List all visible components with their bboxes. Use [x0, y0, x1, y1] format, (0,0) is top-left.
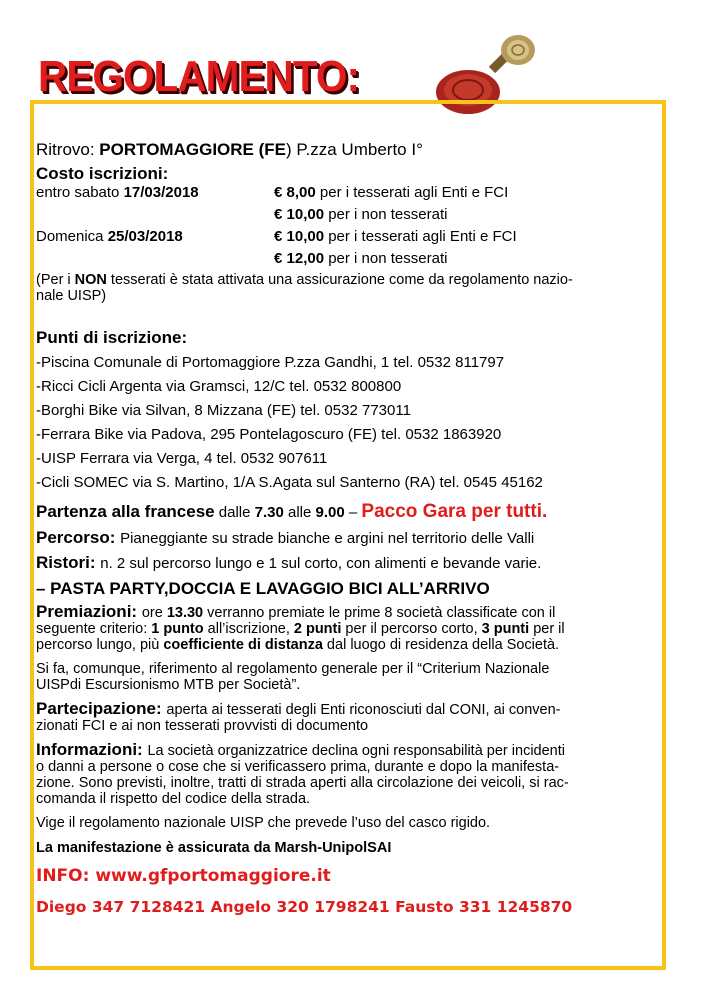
list-item: -Ricci Cicli Argenta via Gramsci, 12/C tel. 0532 800800: [36, 378, 402, 395]
contact-phones: Diego 347 7128421 Angelo 320 1798241 Fausto 331 1245870: [36, 898, 573, 916]
price-desc: per i tesserati agli Enti e FCI: [324, 228, 517, 245]
list-item: -Borghi Bike via Silvan, 8 Mizzana (FE) tel. 0532 773011: [36, 402, 411, 419]
list-item: -Cicli SOMEC via S. Martino, 1/A S.Agata sul Santerno (RA) tel. 0545 45162: [36, 474, 543, 491]
premiazioni-text: per il percorso corto,: [341, 621, 482, 637]
percorso-label: Percorso:: [36, 528, 121, 547]
regulation-body: [36, 138, 662, 916]
ritrovo-label: Ritrovo:: [36, 140, 100, 159]
partenza-text: dalle: [214, 504, 255, 521]
ritrovo-place: PORTOMAGGIORE (FE: [99, 140, 286, 159]
partecipazione-text: aperta ai tesserati degli Enti riconosciuti dal CONI, ai conven-: [166, 702, 561, 718]
premiazioni-bold: 2 punti: [293, 621, 342, 637]
price-value: € 12,00: [274, 250, 325, 267]
informazioni-block: [36, 742, 662, 807]
partenza-time: 9.00: [315, 504, 345, 521]
list-item: -Ferrara Bike via Padova, 295 Pontelagoscuro (FE) tel. 0532 1863920: [36, 426, 502, 443]
costo-heading: Costo iscrizioni:: [36, 164, 169, 183]
riferimento-block: [36, 661, 662, 693]
price-row: [36, 206, 662, 228]
premiazioni-text: dal luogo di residenza della Società.: [322, 637, 560, 653]
premiazioni-text: verranno premiate le prime 8 società classificate con il: [203, 605, 556, 621]
partecipazione-block: [36, 701, 662, 734]
premiazioni-text: percorso lungo, più: [36, 637, 164, 653]
premiazioni-text: seguente criterio:: [36, 621, 152, 637]
list-item: -UISP Ferrara via Verga, 4 tel. 0532 907611: [36, 450, 328, 467]
premiazioni-block: [36, 604, 662, 653]
note-text: tesserati è stata attivata una assicurazione come da regolamento nazio-: [106, 272, 573, 288]
informazioni-text: zione. Sono previsti, inoltre, tratti di strada aperti alla circolazione dei veicoli, si rac-: [36, 775, 569, 791]
info-website[interactable]: INFO: www.gfportomaggiore.it: [36, 866, 331, 886]
list-item: -Piscina Comunale di Portomaggiore P.zza Gandhi, 1 tel. 0532 811797: [36, 354, 505, 371]
premiazioni-text: ore: [141, 605, 167, 621]
price-value: € 8,00: [274, 184, 316, 201]
percorso-line: [36, 526, 662, 551]
price-value: € 10,00: [274, 206, 325, 223]
ristori-text: n. 2 sul percorso lungo e 1 sul corto, con alimenti e bevande varie.: [100, 555, 542, 572]
price-value: € 10,00: [274, 228, 325, 245]
premiazioni-text: per il: [529, 621, 565, 637]
premiazioni-bold: 3 punti: [481, 621, 530, 637]
partenza-dash: –: [344, 504, 362, 521]
note-text: (Per i: [36, 272, 75, 288]
riferimento-text: Si fa, comunque, riferimento al regolamento generale per il “Criterium Nazionale: [36, 661, 550, 677]
premiazioni-label: Premiazioni:: [36, 602, 142, 621]
price-row-label: Domenica: [36, 228, 108, 245]
page-title: REGOLAMENTO:: [38, 52, 360, 101]
premiazioni-text: all’iscrizione,: [203, 621, 294, 637]
price-row: [36, 184, 662, 206]
price-row-date: 17/03/2018: [123, 184, 199, 201]
ritrovo-address: ) P.zza Umberto I°: [286, 140, 423, 159]
insurance-note: [36, 272, 662, 304]
partenza-line: [36, 499, 662, 526]
partenza-time: 7.30: [254, 504, 284, 521]
assicurazione-line: La manifestazione è assicurata da Marsh-UnipolSAI: [36, 840, 392, 856]
pacco-gara: Pacco Gara per tutti.: [361, 501, 548, 522]
partecipazione-text: zionati FCI e ai non tesserati provvisti di documento: [36, 718, 369, 734]
punti-heading: Punti di iscrizione:: [36, 328, 188, 347]
premiazioni-bold: 13.30: [166, 605, 204, 621]
ristori-label: Ristori:: [36, 553, 101, 572]
casco-line: Vige il regolamento nazionale UISP che prevede l’uso del casco rigido.: [36, 815, 491, 831]
note-text: nale UISP): [36, 288, 107, 304]
price-desc: per i non tesserati: [324, 250, 448, 267]
partecipazione-label: Partecipazione:: [36, 699, 167, 718]
informazioni-text: La società organizzatrice declina ogni responsabilità per incidenti: [147, 743, 565, 759]
price-row: [36, 228, 662, 250]
price-desc: per i tesserati agli Enti e FCI: [315, 184, 509, 201]
informazioni-label: Informazioni:: [36, 740, 148, 759]
pasta-party-line: – PASTA PARTY,DOCCIA E LAVAGGIO BICI ALL’ARRIVO: [36, 579, 490, 598]
price-desc: per i non tesserati: [324, 206, 448, 223]
informazioni-text: o danni a persone o cose che si verificassero prima, durante e dopo la manifesta-: [36, 759, 560, 775]
price-row-label: entro sabato: [36, 184, 124, 201]
riferimento-text: UISPdi Escursionismo MTB per Società”.: [36, 677, 301, 693]
partenza-text: alle: [283, 504, 316, 521]
price-row: [36, 250, 662, 272]
premiazioni-bold: coefficiente di distanza: [163, 637, 323, 653]
percorso-text: Pianeggiante su strade bianche e argini nel territorio delle Valli: [120, 530, 535, 547]
note-bold: NON: [74, 272, 107, 288]
informazioni-text: comanda il rispetto del codice della strada.: [36, 791, 311, 807]
ristori-line: [36, 551, 662, 576]
premiazioni-bold: 1 punto: [151, 621, 204, 637]
ritrovo-line: [36, 138, 662, 162]
price-row-date: 25/03/2018: [107, 228, 183, 245]
partenza-label: Partenza alla francese: [36, 502, 215, 521]
